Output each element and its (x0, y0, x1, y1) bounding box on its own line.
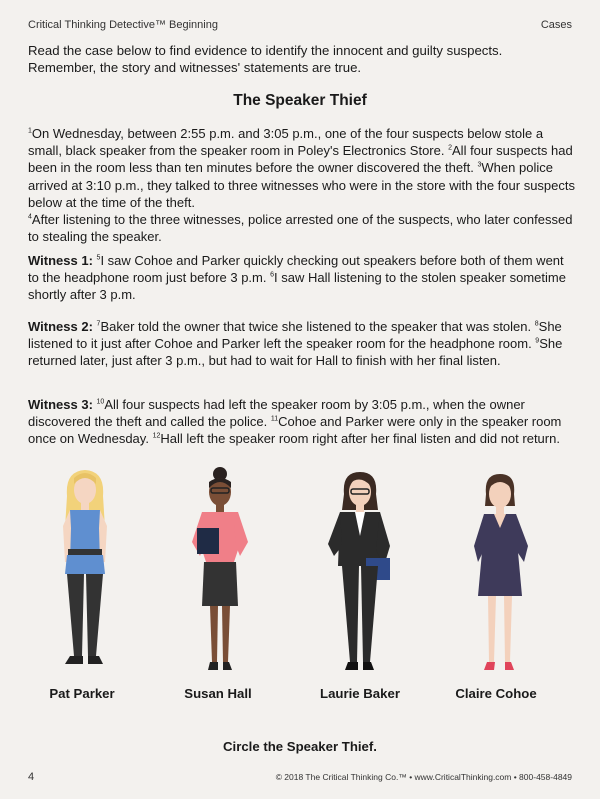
copyright-footer: © 2018 The Critical Thinking Co.™ • www.CriticalThinking.com • 800-458-4849 (275, 772, 572, 782)
case-title: The Speaker Thief (233, 92, 367, 109)
suspect-name-pat-parker: Pat Parker (49, 686, 115, 701)
suspect-name-laurie-baker: Laurie Baker (320, 686, 400, 701)
instruction-text: Circle the Speaker Thief. (223, 739, 377, 754)
witness-3-statement: Witness 3: $^{10}$All four suspects had left the speaker room by 3:05 p.m., when the owner discovered the theft and called the police. $^{11}$Cohoe and Parker were only in the speaker room once on Wednesday. $^{12}$Hall left the speaker room right after her final listen and did not return. (28, 397, 562, 447)
sentence-3: $^3$When police arrived at 3:10 p.m., they talked to three witnesses who were in the store with the four suspects below at the time of the theft. (28, 160, 575, 210)
header-series-title: Critical Thinking Detective™ Beginning (28, 19, 218, 31)
witness-2-statement: Witness 2: $^7$Baker told the owner that twice she listened to the speaker that was stolen. $^8$She listened to it just after Cohoe and Parker left the speaker room for the headphone room. $^9$She returned later, just after 3 p.m., but had to wait for Hall to finish with her final listen. (28, 319, 563, 369)
sentence-1: $^1$On Wednesday, between 2:55 p.m. and 3:05 p.m., one of the four suspects below stole a small, black speaker from the speaker room in Poley's Electronics Store. (28, 126, 544, 159)
page-number: 4 (28, 771, 35, 783)
pat-parker-figure[interactable] (45, 466, 125, 678)
story-paragraph (28, 125, 578, 245)
witness-3-label: Witness 3: (28, 397, 93, 412)
witness-1-statement: Witness 1: $^5$I saw Cohoe and Parker quickly checking out speakers before both of them went to the headphone room just before 3 p.m. $^6$I saw Hall listening to the stolen speaker sometime shortly after 3 p.m. (28, 253, 566, 303)
claire-cohoe-figure[interactable] (460, 466, 540, 678)
intro-text: Read the case below to find evidence to identify the innocent and guilty suspects. Remember, the story and witnesses' statements are true. (28, 43, 503, 75)
witness-1-label: Witness 1: (28, 253, 93, 268)
header-section: Cases (540, 19, 572, 31)
witness-2-label: Witness 2: (28, 319, 93, 334)
sentence-4: $^4$After listening to the three witnesses, police arrested one of the suspects, who later confessed to stealing the speaker. (28, 212, 573, 245)
sentence-2: $^2$All four suspects had been in the room less than ten minutes before the owner discovered the theft. (28, 143, 573, 176)
laurie-baker-figure[interactable] (320, 466, 400, 678)
susan-hall-figure[interactable] (180, 466, 260, 678)
suspect-name-claire-cohoe: Claire Cohoe (455, 686, 537, 701)
suspect-name-susan-hall: Susan Hall (184, 686, 252, 701)
